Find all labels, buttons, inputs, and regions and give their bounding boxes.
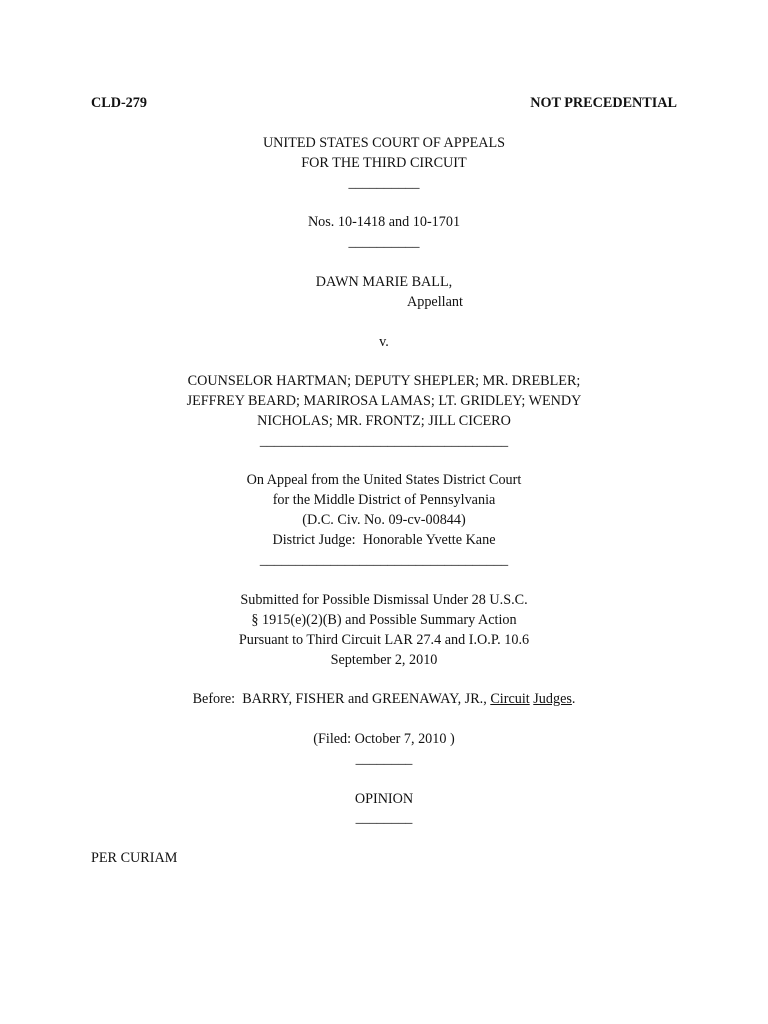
separator-rule: ________ [355, 810, 413, 826]
submitted-line-3: Pursuant to Third Circuit LAR 27.4 and I.O.P. 10.6 [238, 632, 530, 648]
opinion-heading: OPINION [354, 791, 414, 807]
appeal-line-4: District Judge: Honorable Yvette Kane [272, 532, 496, 548]
panel-judges: Before: BARRY, FISHER and GREENAWAY, JR., Circuit Judges. [192, 691, 576, 707]
appellees-line-2: JEFFREY BEARD; MARIROSA LAMAS; LT. GRIDLEY; WENDY [186, 393, 582, 409]
appellant-role: Appellant [407, 294, 463, 310]
precedential-status: NOT PRECEDENTIAL [530, 95, 677, 111]
appellant-name: DAWN MARIE BALL, [315, 274, 453, 290]
appeal-line-1: On Appeal from the United States District Court [246, 472, 522, 488]
document-header [91, 93, 677, 113]
versus: v. [379, 334, 389, 350]
submitted-line-1: Submitted for Possible Dismissal Under 28 U.S.C. [240, 592, 528, 608]
appellees-line-3: NICHOLAS; MR. FRONTZ; JILL CICERO [257, 413, 511, 429]
per-curiam: PER CURIAM [91, 850, 178, 866]
appellees-line-1: COUNSELOR HARTMAN; DEPUTY SHEPLER; MR. DREBLER; [187, 373, 581, 389]
filed-date: (Filed: October 7, 2010 ) [313, 731, 455, 747]
separator-rule: ___________________________________ [259, 552, 509, 568]
court-name-line-2: FOR THE THIRD CIRCUIT [301, 155, 467, 171]
separator-rule: __________ [348, 234, 420, 250]
appeal-line-3: (D.C. Civ. No. 09-cv-00844) [302, 512, 466, 528]
judges-word: Judges [533, 691, 572, 707]
circuit-word: Circuit [490, 691, 530, 707]
case-code: CLD-279 [91, 95, 147, 111]
docket-numbers: Nos. 10-1418 and 10-1701 [307, 214, 461, 230]
submitted-line-2: § 1915(e)(2)(B) and Possible Summary Action [251, 612, 517, 628]
appeal-origin [0, 470, 768, 550]
appeal-line-2: for the Middle District of Pennsylvania [272, 492, 496, 508]
submitted-date: September 2, 2010 [330, 652, 438, 668]
separator-rule: ___________________________________ [259, 433, 509, 449]
appellees [0, 371, 768, 431]
court-name-line-1: UNITED STATES COURT OF APPEALS [262, 135, 506, 151]
separator-rule: __________ [348, 175, 420, 191]
court-name [0, 133, 768, 173]
separator-rule: ________ [355, 751, 413, 767]
submission-details [0, 590, 768, 670]
